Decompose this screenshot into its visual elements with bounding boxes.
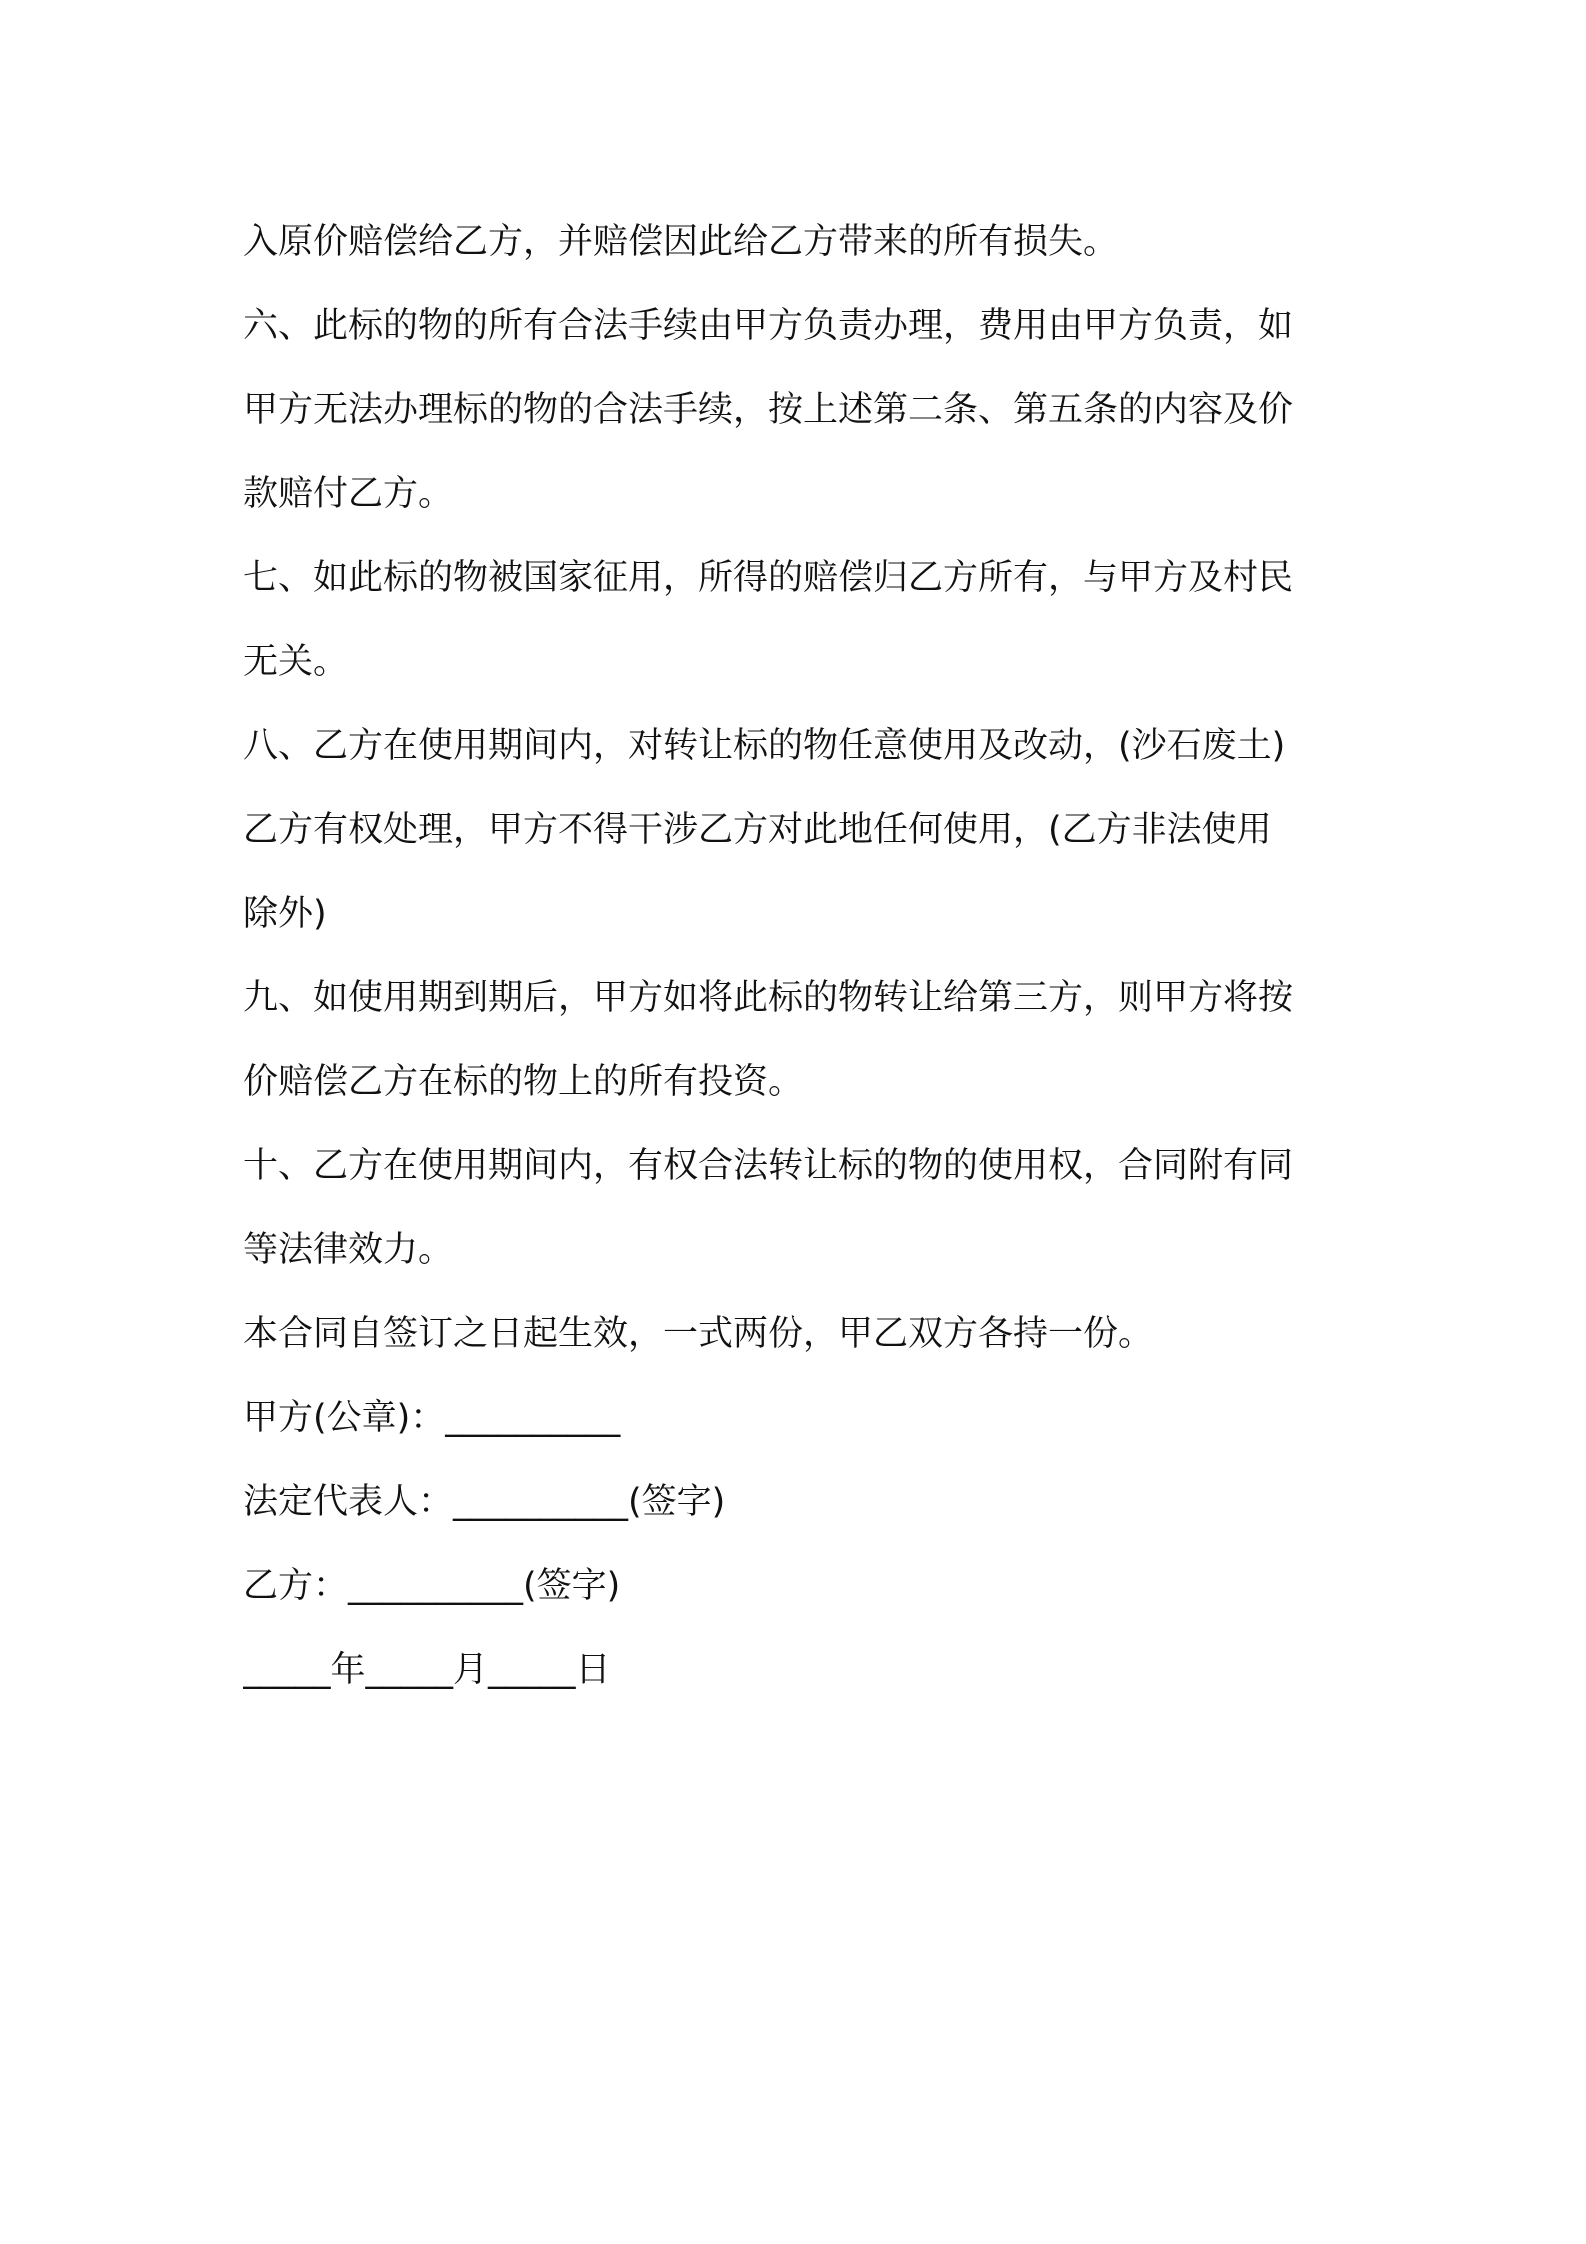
text-line-12: 十、乙方在使用期间内，有权合法转让标的物的使用权，合同附有同 <box>243 1146 1294 1186</box>
text-line-14: 本合同自签订之日起生效，一式两份，甲乙双方各持一份。 <box>243 1314 1154 1354</box>
text-line-7: 八、乙方在使用期间内，对转让标的物任意使用及改动，(沙石废土) <box>243 726 1286 766</box>
text-line-3: 甲方无法办理标的物的合法手续，按上述第二条、第五条的内容及价 <box>243 390 1294 430</box>
signature-legal-rep: 法定代表人：__________(签字) <box>243 1482 726 1522</box>
text-line-10: 九、如使用期到期后，甲方如将此标的物转让给第三方，则甲方将按 <box>243 978 1294 1018</box>
text-line-5: 七、如此标的物被国家征用，所得的赔偿归乙方所有，与甲方及村民 <box>243 558 1294 598</box>
text-line-4: 款赔付乙方。 <box>243 474 454 514</box>
text-line-1: 入原价赔偿给乙方，并赔偿因此给乙方带来的所有损失。 <box>243 222 1119 262</box>
signature-date: _____年_____月_____日 <box>243 1650 611 1690</box>
text-line-13: 等法律效力。 <box>243 1230 454 1270</box>
signature-party-a: 甲方(公章)：__________ <box>243 1398 621 1438</box>
signature-party-b: 乙方：__________(签字) <box>243 1566 621 1606</box>
text-line-8: 乙方有权处理，甲方不得干涉乙方对此地任何使用，(乙方非法使用 <box>243 810 1272 850</box>
text-line-2: 六、此标的物的所有合法手续由甲方负责办理，费用由甲方负责，如 <box>243 306 1294 346</box>
text-line-11: 价赔偿乙方在标的物上的所有投资。 <box>243 1062 804 1102</box>
text-line-9: 除外) <box>243 894 327 934</box>
text-line-6: 无关。 <box>243 642 349 682</box>
contract-text <box>243 200 1355 1712</box>
